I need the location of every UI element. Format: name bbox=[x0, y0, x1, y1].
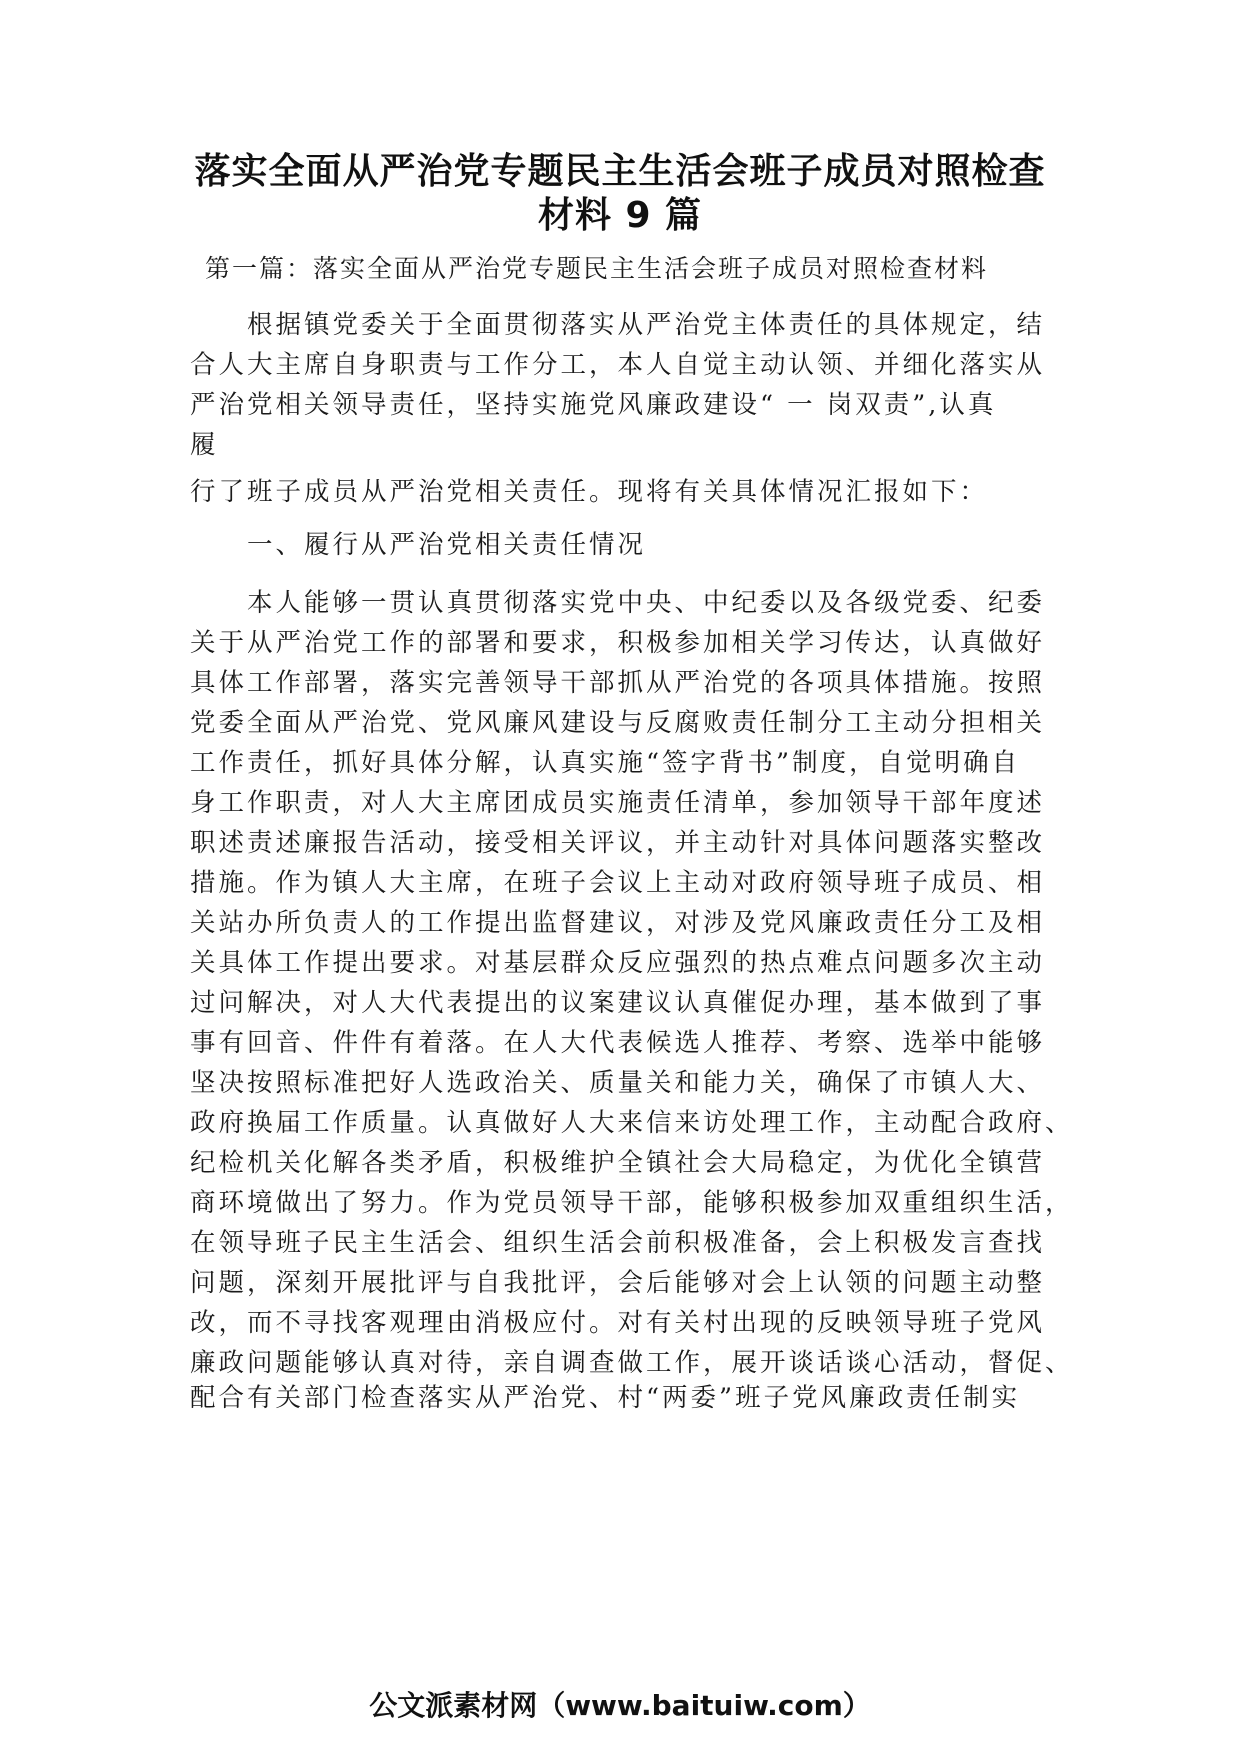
paragraph-line: 措施。作为镇人大主席，在班子会议上主动对政府领导班子成员、相 bbox=[190, 868, 1046, 898]
paragraph-line: 履 bbox=[190, 430, 219, 460]
paragraph-line: 党委全面从严治党、党风廉风建设与反腐败责任制分工主动分担相关 bbox=[190, 708, 1046, 738]
paragraph-line: 行了班子成员从严治党相关责任。现将有关具体情况汇报如下： bbox=[190, 477, 989, 507]
paragraph-line: 关具体工作提出要求。对基层群众反应强烈的热点难点问题多次主动 bbox=[190, 948, 1046, 978]
paragraph-trailing bbox=[190, 1378, 1065, 1418]
paragraph-line: 严治党相关领导责任，坚持实施党风廉政建设“ 一 岗双责”,认真 bbox=[190, 390, 997, 420]
paragraph-line: 问题，深刻开展批评与自我批评，会后能够对会上认领的问题主动整 bbox=[190, 1268, 1046, 1298]
document-title-line-2: 材料 9 篇 bbox=[537, 195, 703, 236]
chapter-subtitle: 第一篇：落实全面从严治党专题民主生活会班子成员对照检查材料 bbox=[205, 254, 989, 283]
paragraph-line: 改，而不寻找客观理由消极应付。对有关村出现的反映领导班子党风 bbox=[190, 1308, 1046, 1338]
paragraph-intro bbox=[190, 305, 1065, 465]
paragraph-line: 配合有关部门检查落实从严治党、村“两委”班子党风廉政责任制实 bbox=[190, 1383, 1021, 1413]
paragraph-line: 过问解决，对人大代表提出的议案建议认真催促办理，基本做到了事 bbox=[190, 988, 1046, 1018]
paragraph-line: 具体工作部署，落实完善领导干部抓从严治党的各项具体措施。按照 bbox=[190, 668, 1046, 698]
paragraph-line: 本人能够一贯认真贯彻落实党中央、中纪委以及各级党委、纪委 bbox=[190, 588, 1046, 618]
document-title-line-1: 落实全面从严治党专题民主生活会班子成员对照检查 bbox=[194, 151, 1046, 192]
section-heading bbox=[190, 525, 1065, 565]
paragraph-continuation bbox=[190, 472, 1065, 512]
paragraph-line: 坚决按照标准把好人选政治关、质量关和能力关，确保了市镇人大、 bbox=[190, 1068, 1046, 1098]
paragraph-line: 商环境做出了努力。作为党员领导干部，能够积极参加双重组织生活， bbox=[190, 1188, 1074, 1218]
paragraph-line: 廉政问题能够认真对待，亲自调查做工作，展开谈话谈心活动，督促、 bbox=[190, 1348, 1074, 1378]
paragraph-line: 政府换届工作质量。认真做好人大来信来访处理工作，主动配合政府、 bbox=[190, 1108, 1074, 1138]
paragraph-line: 身工作职责，对人大主席团成员实施责任清单，参加领导干部年度述 bbox=[190, 788, 1046, 818]
paragraph-line: 纪检机关化解各类矛盾，积极维护全镇社会大局稳定，为优化全镇营 bbox=[190, 1148, 1046, 1178]
paragraph-line: 合人大主席自身职责与工作分工，本人自觉主动认领、并细化落实从 bbox=[190, 350, 1046, 380]
paragraph-line: 在领导班子民主生活会、组织生活会前积极准备，会上积极发言查找 bbox=[190, 1228, 1046, 1258]
paragraph-line: 事有回音、件件有着落。在人大代表候选人推荐、考察、选举中能够 bbox=[190, 1028, 1046, 1058]
paragraph-line: 工作责任，抓好具体分解，认真实施“签字背书”制度，自觉明确自 bbox=[190, 748, 1021, 778]
paragraph-line: 根据镇党委关于全面贯彻落实从严治党主体责任的具体规定，结 bbox=[190, 310, 1046, 340]
paragraph-line: 职述责述廉报告活动，接受相关评议，并主动针对具体问题落实整改 bbox=[190, 828, 1046, 858]
paragraph-section-body bbox=[190, 583, 1074, 1383]
paragraph-line: 关站办所负责人的工作提出监督建议，对涉及党风廉政责任分工及相 bbox=[190, 908, 1046, 938]
section-heading-text: 一、履行从严治党相关责任情况 bbox=[190, 530, 647, 560]
footer-source: 公文派素材网（www.baituiw.com） bbox=[369, 1689, 871, 1722]
paragraph-line: 关于从严治党工作的部署和要求，积极参加相关学习传达，认真做好 bbox=[190, 628, 1046, 658]
